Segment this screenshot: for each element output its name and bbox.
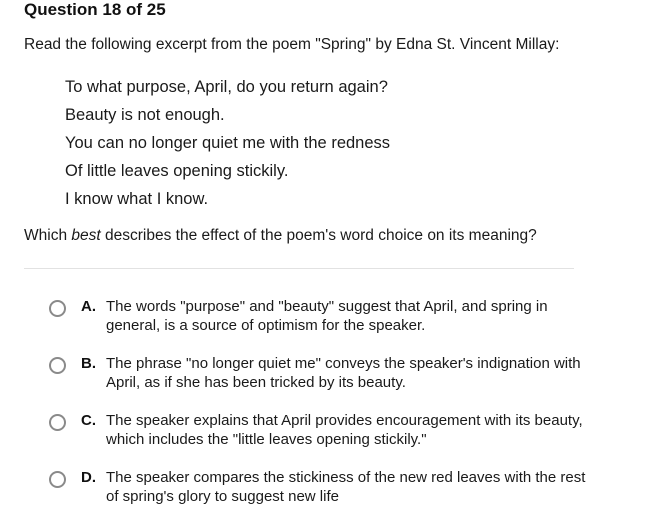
question-counter: Question 18 of 25 [24, 0, 166, 19]
choice-letter: A. [81, 298, 96, 315]
choice-letter: B. [81, 355, 96, 372]
prompt-emphasis: best [71, 227, 101, 244]
choice-letter: D. [81, 469, 96, 486]
choice-text: The words "purpose" and "beauty" suggest that April, and spring in general, is a source of optimism for the speaker. [106, 298, 548, 334]
answer-choice-b[interactable] [49, 354, 609, 392]
answer-choice-c[interactable] [49, 411, 609, 449]
radio-button-b[interactable] [49, 357, 66, 374]
answer-choice-d[interactable] [49, 468, 609, 506]
poem-excerpt [65, 73, 390, 213]
poem-line: To what purpose, April, do you return again? [65, 78, 388, 96]
prompt-text-end: describes the effect of the poem's word choice on its meaning? [100, 227, 537, 244]
radio-button-d[interactable] [49, 471, 66, 488]
poem-line: You can no longer quiet me with the redness [65, 134, 391, 152]
choice-text: The phrase "no longer quiet me" conveys the speaker's indignation with April, as if she has been tricked by its beauty. [106, 355, 581, 391]
section-divider [24, 268, 574, 269]
poem-line: I know what I know. [65, 190, 209, 208]
question-prompt [24, 226, 537, 246]
choice-text: The speaker explains that April provides encouragement with its beauty, which includes the "little leaves opening stickily." [106, 412, 583, 448]
prompt-text-start: Which [24, 227, 72, 244]
question-intro: Read the following excerpt from the poem "Spring" by Edna St. Vincent Millay: [24, 36, 560, 53]
poem-line: Beauty is not enough. [65, 106, 225, 124]
radio-button-c[interactable] [49, 414, 66, 431]
poem-line: Of little leaves opening stickily. [65, 162, 289, 180]
radio-button-a[interactable] [49, 300, 66, 317]
choice-letter: C. [81, 412, 96, 429]
answer-choice-a[interactable] [49, 297, 609, 335]
choice-text: The speaker compares the stickiness of the new red leaves with the rest of spring's glory to suggest new life [106, 469, 586, 505]
